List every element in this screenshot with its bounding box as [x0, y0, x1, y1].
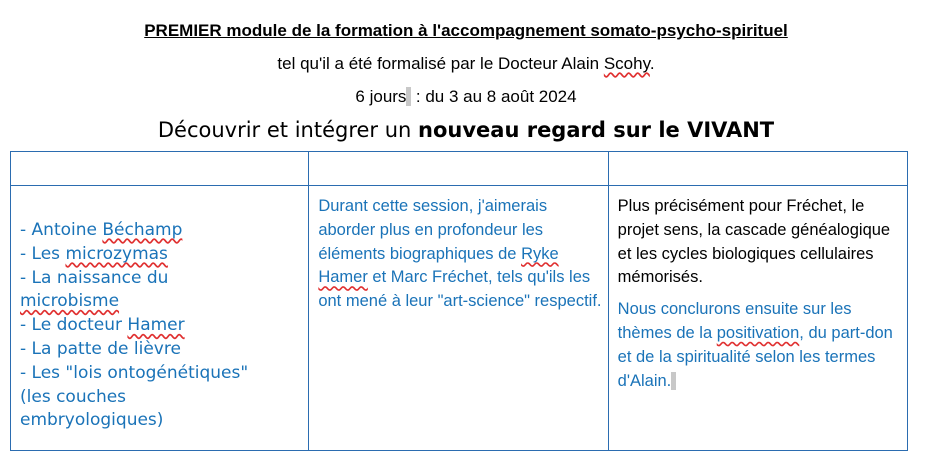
subtitle-text: tel qu'il a été formalisé par le Docteur Alain	[277, 54, 604, 73]
paragraph-text: Durant cette session, j'aimerais aborder plus en profondeur les éléments biographiques de	[318, 197, 548, 263]
list-item	[20, 243, 308, 267]
dates-range: : du 3 au 8 août 2024	[411, 87, 577, 106]
spellcheck-word[interactable]: microbisme	[20, 291, 120, 312]
conclusion-paragraph	[618, 298, 901, 393]
details-paragraph: Plus précisément pour Fréchet, le projet sens, la cascade généalogique et les cycles biologiques cellulaires mémorisés.	[617, 197, 891, 287]
list-item	[20, 290, 308, 314]
spellcheck-word-scohy[interactable]: Scohy	[603, 54, 650, 73]
table-header-row	[11, 152, 908, 186]
paragraph-mark	[671, 372, 676, 390]
spellcheck-word[interactable]: Béchamp	[102, 220, 183, 240]
list-item: - Les "lois ontogénétiques"	[20, 362, 249, 383]
headline-bold-text: nouveau regard sur le VIVANT	[418, 118, 775, 142]
spellcheck-word[interactable]: positivation	[716, 323, 800, 342]
document-headline	[0, 116, 932, 144]
table-cell-empty[interactable]	[608, 152, 907, 186]
list-item	[20, 219, 308, 243]
dates-duration: 6 jours	[355, 87, 407, 106]
program-table	[10, 151, 908, 451]
headline-text: Découvrir et intégrer un	[157, 118, 419, 142]
list-item: (les couches	[20, 386, 127, 407]
list-item: embryologiques)	[20, 410, 164, 431]
paragraph-text: et Marc Fréchet, tels qu'ils les ont mené à leur "art-science" respectif.	[318, 268, 602, 311]
spellcheck-word[interactable]: microzymas	[65, 243, 168, 264]
spellcheck-word[interactable]: Hamer	[127, 315, 185, 336]
table-cell-empty[interactable]	[309, 152, 608, 186]
spellcheck-word[interactable]: Ryke Hamer	[318, 244, 559, 287]
document-title: PREMIER module de la formation à l'accompagnement somato-psycho-spirituel	[144, 21, 788, 40]
paragraph-text: Nous conclurons ensuite sur les thèmes de la	[617, 300, 852, 342]
list-item	[20, 314, 308, 338]
subtitle-end: .	[649, 54, 655, 73]
document-dates	[0, 87, 932, 107]
table-cell-topics[interactable]	[11, 186, 309, 451]
list-item: - La patte de lièvre	[20, 338, 181, 359]
paragraph-text: , du part-don et de la spiritualité selon les termes d'Alain.	[617, 323, 893, 390]
table-row	[11, 186, 908, 451]
topics-list	[11, 186, 308, 433]
list-item: - La naissance du	[20, 267, 169, 288]
list-item-text: - Le docteur	[20, 315, 128, 336]
list-item-text: - Antoine	[20, 220, 103, 240]
table-cell-session[interactable]	[309, 186, 608, 451]
session-paragraph	[309, 186, 607, 314]
table-cell-details[interactable]	[608, 186, 907, 451]
list-item-text: - Les	[20, 243, 66, 264]
document-subtitle	[0, 54, 932, 74]
table-cell-empty[interactable]	[11, 152, 309, 186]
details-block	[609, 186, 907, 393]
